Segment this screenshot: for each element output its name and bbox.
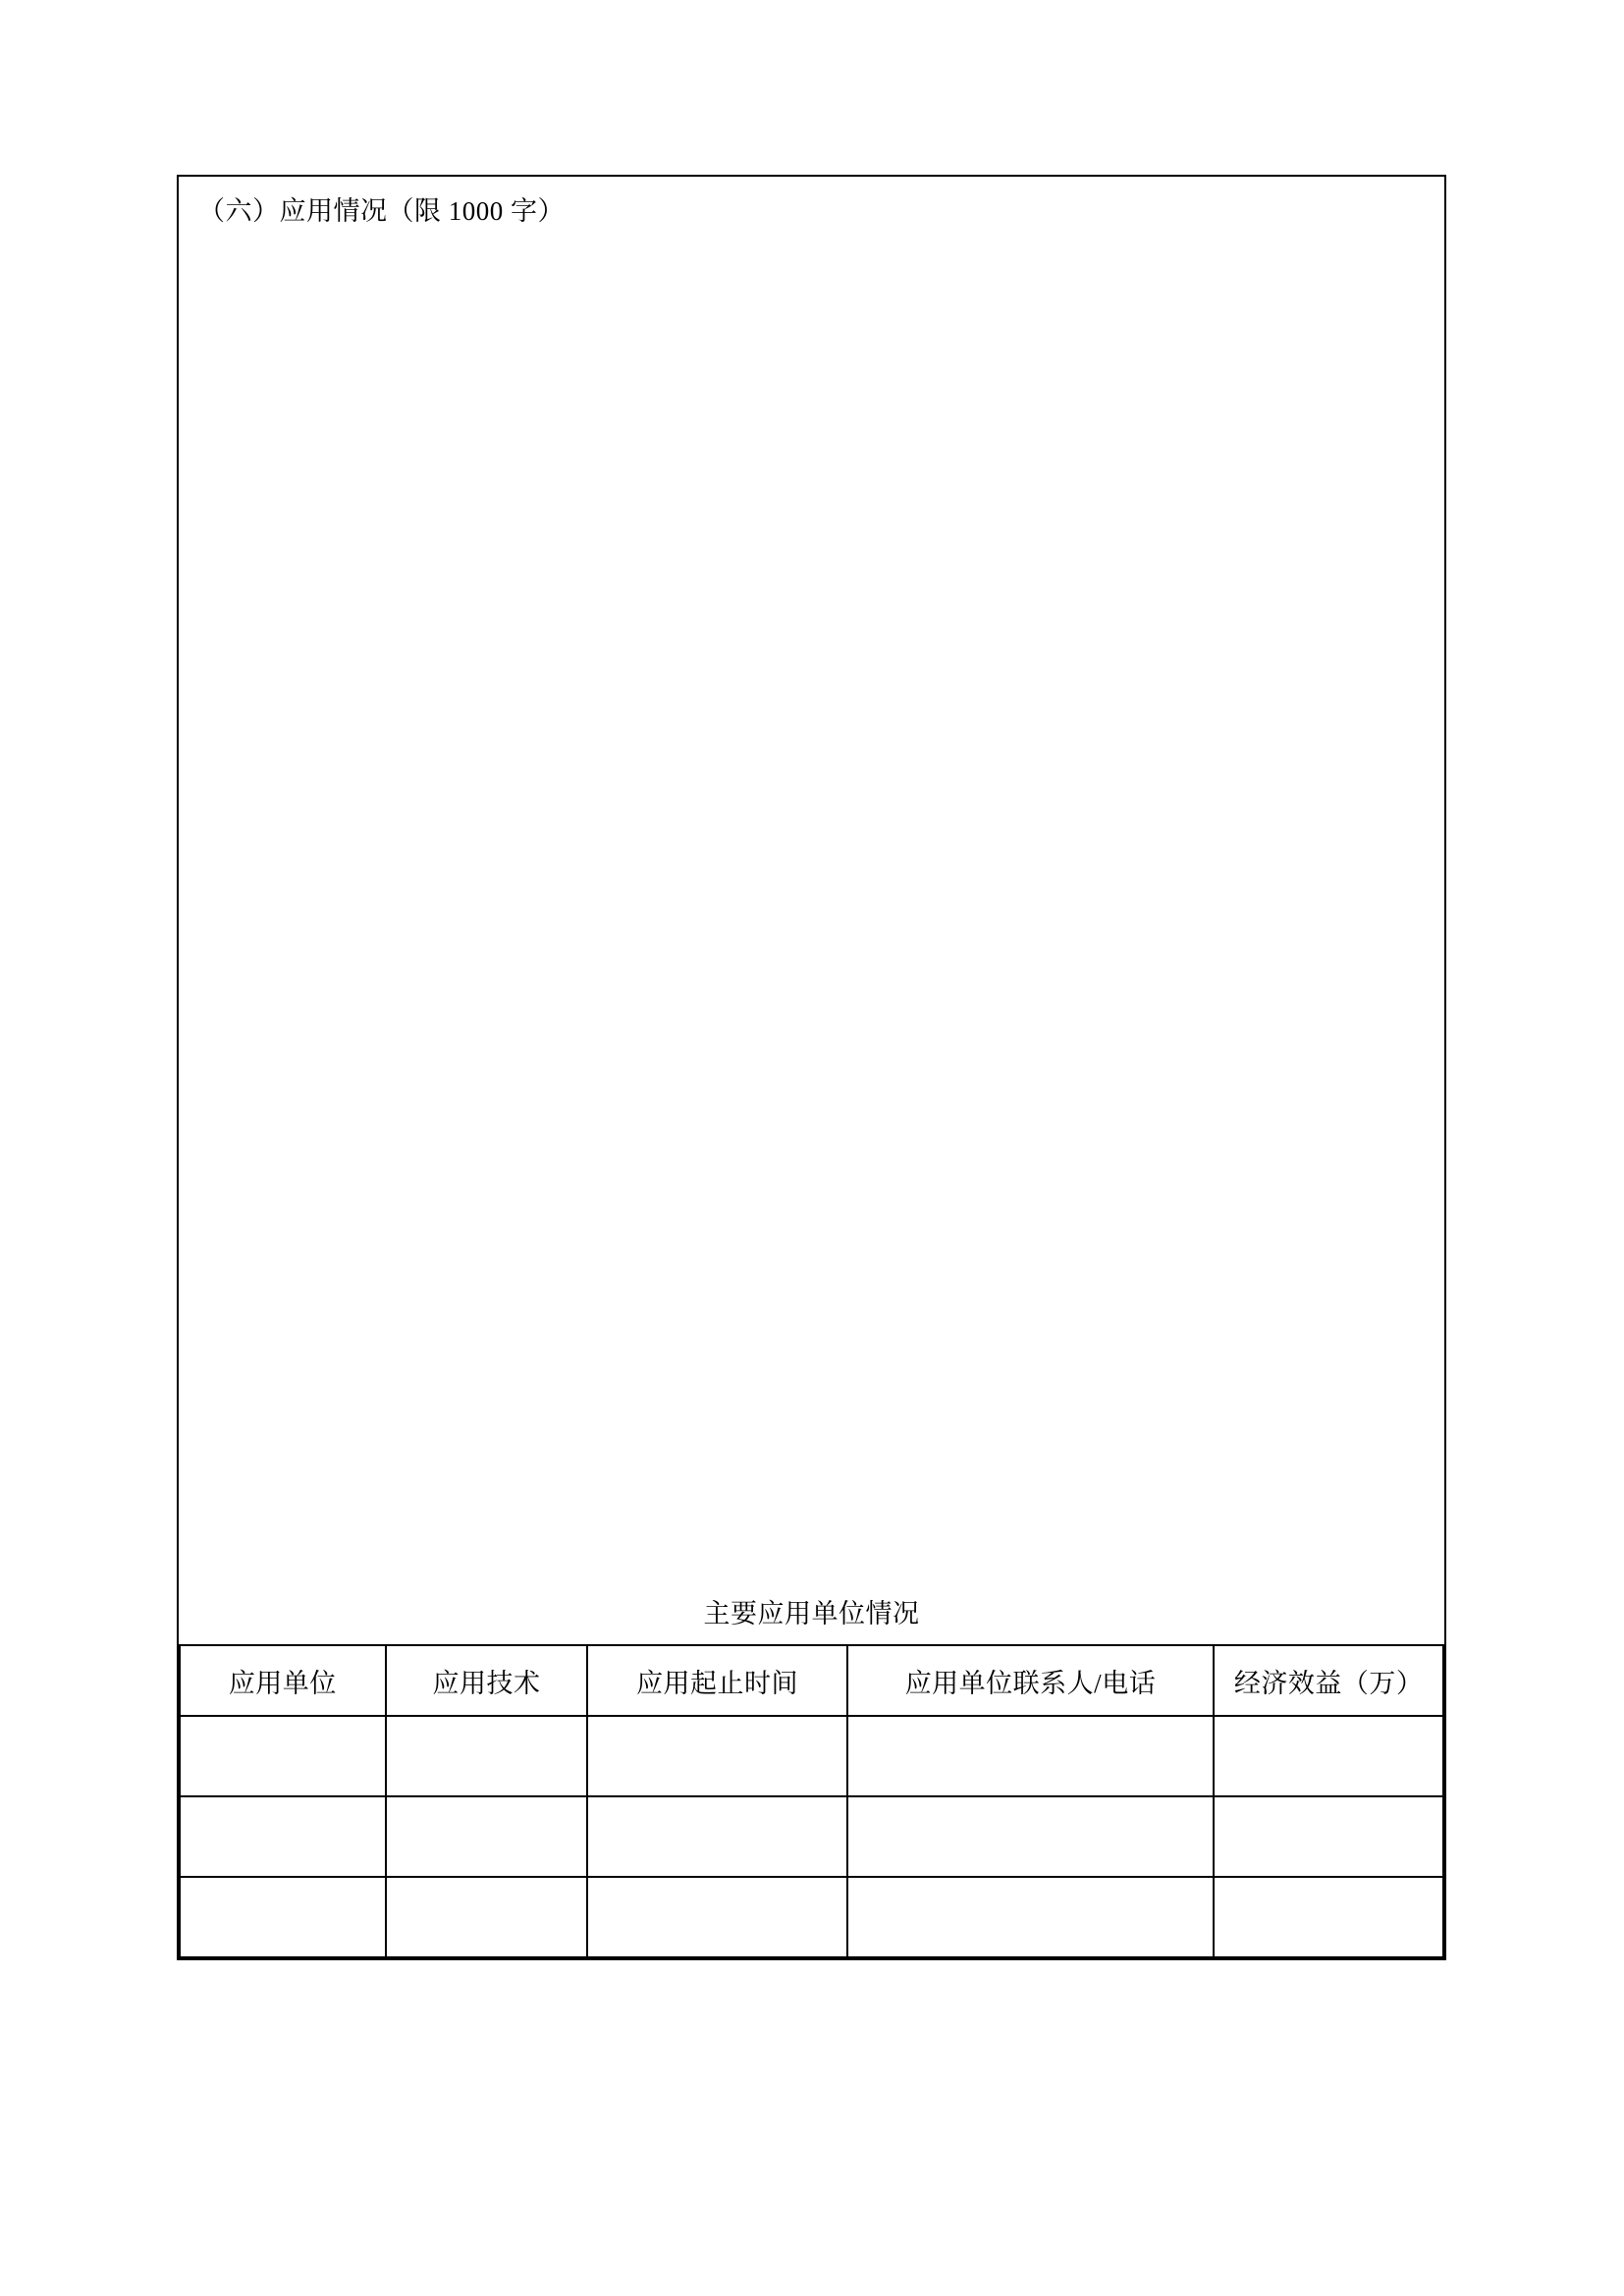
cell-contact[interactable] — [847, 1716, 1215, 1796]
cell-benefit[interactable] — [1214, 1796, 1443, 1877]
column-header-technology: 应用技术 — [386, 1645, 588, 1716]
column-header-period: 应用起止时间 — [587, 1645, 846, 1716]
column-header-unit: 应用单位 — [180, 1645, 386, 1716]
main-application-units-table — [179, 1644, 1444, 1958]
cell-period[interactable] — [587, 1796, 846, 1877]
application-status-frame — [177, 175, 1446, 1960]
table-row — [180, 1716, 1443, 1796]
table-header-row — [180, 1645, 1443, 1716]
cell-contact[interactable] — [847, 1877, 1215, 1957]
cell-unit[interactable] — [180, 1716, 386, 1796]
cell-technology[interactable] — [386, 1716, 588, 1796]
table-row — [180, 1877, 1443, 1957]
cell-unit[interactable] — [180, 1796, 386, 1877]
cell-benefit[interactable] — [1214, 1716, 1443, 1796]
cell-technology[interactable] — [386, 1796, 588, 1877]
column-header-benefit: 经济效益（万） — [1214, 1645, 1443, 1716]
section-heading: （六）应用情况（限 1000 字） — [198, 196, 565, 226]
cell-benefit[interactable] — [1214, 1877, 1443, 1957]
column-header-contact: 应用单位联系人/电话 — [847, 1645, 1215, 1716]
table-row — [180, 1796, 1443, 1877]
subtable-caption: 主要应用单位情况 — [703, 1599, 920, 1629]
cell-period[interactable] — [587, 1877, 846, 1957]
application-status-section — [179, 177, 1444, 1644]
cell-unit[interactable] — [180, 1877, 386, 1957]
cell-technology[interactable] — [386, 1877, 588, 1957]
cell-period[interactable] — [587, 1716, 846, 1796]
cell-contact[interactable] — [847, 1796, 1215, 1877]
